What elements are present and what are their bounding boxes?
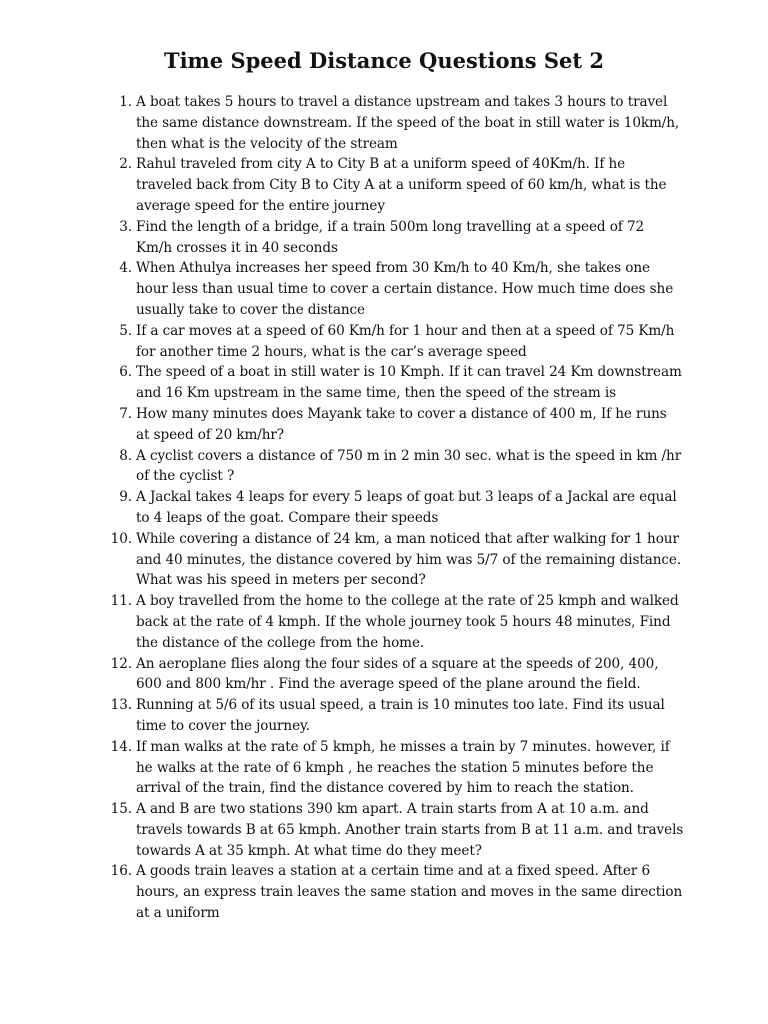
question-text: While covering a distance of 24 km, a man noticed that after walking for 1 hour and 40 minutes, the distance covered by him was 5/7 of the remaining distance. What was his speed in meters per second?: [136, 530, 682, 589]
question-item: [104, 799, 684, 861]
question-number: 14.: [110, 738, 132, 755]
question-number: 15.: [110, 801, 132, 818]
question-number: 4.: [119, 260, 132, 277]
question-text: Find the length of a bridge, if a train 500m long travelling at a speed of 72 Km/h crosses it in 40 seconds: [136, 218, 645, 256]
question-number: 12.: [110, 655, 132, 672]
question-item: [104, 591, 684, 653]
question-item: [104, 861, 684, 923]
question-number: 8.: [119, 447, 132, 464]
question-item: [104, 487, 684, 529]
question-text: Running at 5/6 of its usual speed, a train is 10 minutes too late. Find its usual time to cover the journey.: [136, 697, 665, 734]
question-text: A boy travelled from the home to the college at the rate of 25 kmph and walked back at the rate of 4 kmph. If the whole journey took 5 hours 48 minutes, Find the distance of the college from the home.: [136, 593, 679, 651]
question-item: [104, 695, 684, 737]
question-item: [104, 362, 684, 404]
question-text: If a car moves at a speed of 60 Km/h for 1 hour and then at a speed of 75 Km/h for another time 2 hours, what is the car’s average speed: [136, 322, 675, 360]
question-text: When Athulya increases her speed from 30 Km/h to 40 Km/h, she takes one hour less than usual time to cover a certain distance. How much time does she usually take to cover the distance: [136, 260, 674, 318]
question-item: [104, 217, 684, 259]
page-title: Time Speed Distance Questions Set 2: [163, 48, 605, 73]
question-number: 11.: [110, 593, 132, 610]
question-text: A cyclist covers a distance of 750 m in 2 min 30 sec. what is the speed in km /hr of the cyclist ?: [136, 447, 682, 485]
question-number: 13.: [110, 697, 132, 714]
question-text: A goods train leaves a station at a certain time and at a fixed speed. After 6 hours, an express train leaves the same station and moves in the same direction at a uniform: [136, 863, 683, 922]
question-text: How many minutes does Mayank take to cover a distance of 400 m, If he runs at speed of 20 km/hr?: [136, 405, 667, 443]
question-text: The speed of a boat in still water is 10 Kmph. If it can travel 24 Km downstream and 16 Km upstream in the same time, then the speed of the stream is: [136, 364, 682, 402]
question-number: 10.: [110, 530, 132, 547]
question-number: 9.: [119, 489, 132, 506]
question-text: If man walks at the rate of 5 kmph, he misses a train by 7 minutes. however, if he walks at the rate of 6 kmph , he reaches the station 5 minutes before the arrival of the train, find the distance covered by him to reach the station.: [136, 738, 670, 797]
question-number: 5.: [119, 322, 132, 339]
question-number: 6.: [119, 364, 132, 381]
question-text: Rahul traveled from city A to City B at a uniform speed of 40Km/h. If he traveled back from City B to City A at a uniform speed of 60 km/h, what is the average speed for the entire journey: [136, 156, 667, 214]
question-item: [104, 154, 684, 216]
question-number: 16.: [110, 863, 132, 880]
question-item: [104, 92, 684, 154]
question-item: [104, 446, 684, 488]
question-item: [104, 529, 684, 591]
question-number: 2.: [119, 156, 132, 173]
question-item: [104, 404, 684, 446]
question-number: 7.: [119, 405, 132, 422]
question-list: [104, 92, 684, 924]
question-number: 1.: [119, 94, 132, 110]
question-item: [104, 258, 684, 320]
question-number: 3.: [119, 218, 132, 235]
question-item: [104, 654, 684, 696]
question-text: An aeroplane flies along the four sides of a square at the speeds of 200, 400, 600 and 800 km/hr . Find the average speed of the plane around the field.: [136, 655, 659, 693]
question-item: [104, 737, 684, 799]
question-item: [104, 321, 684, 363]
question-text: A Jackal takes 4 leaps for every 5 leaps of goat but 3 leaps of a Jackal are equal to 4 leaps of the goat. Compare their speeds: [136, 489, 677, 526]
question-text: A boat takes 5 hours to travel a distance upstream and takes 3 hours to travel the same distance downstream. If the speed of the boat in still water is 10km/h, then what is the velocity of the stream: [136, 94, 680, 152]
question-text: A and B are two stations 390 km apart. A train starts from A at 10 a.m. and travels towards B at 65 kmph. Another train starts from B at 11 a.m. and travels towards A at 35 kmph. At what time do they meet?: [136, 801, 684, 859]
